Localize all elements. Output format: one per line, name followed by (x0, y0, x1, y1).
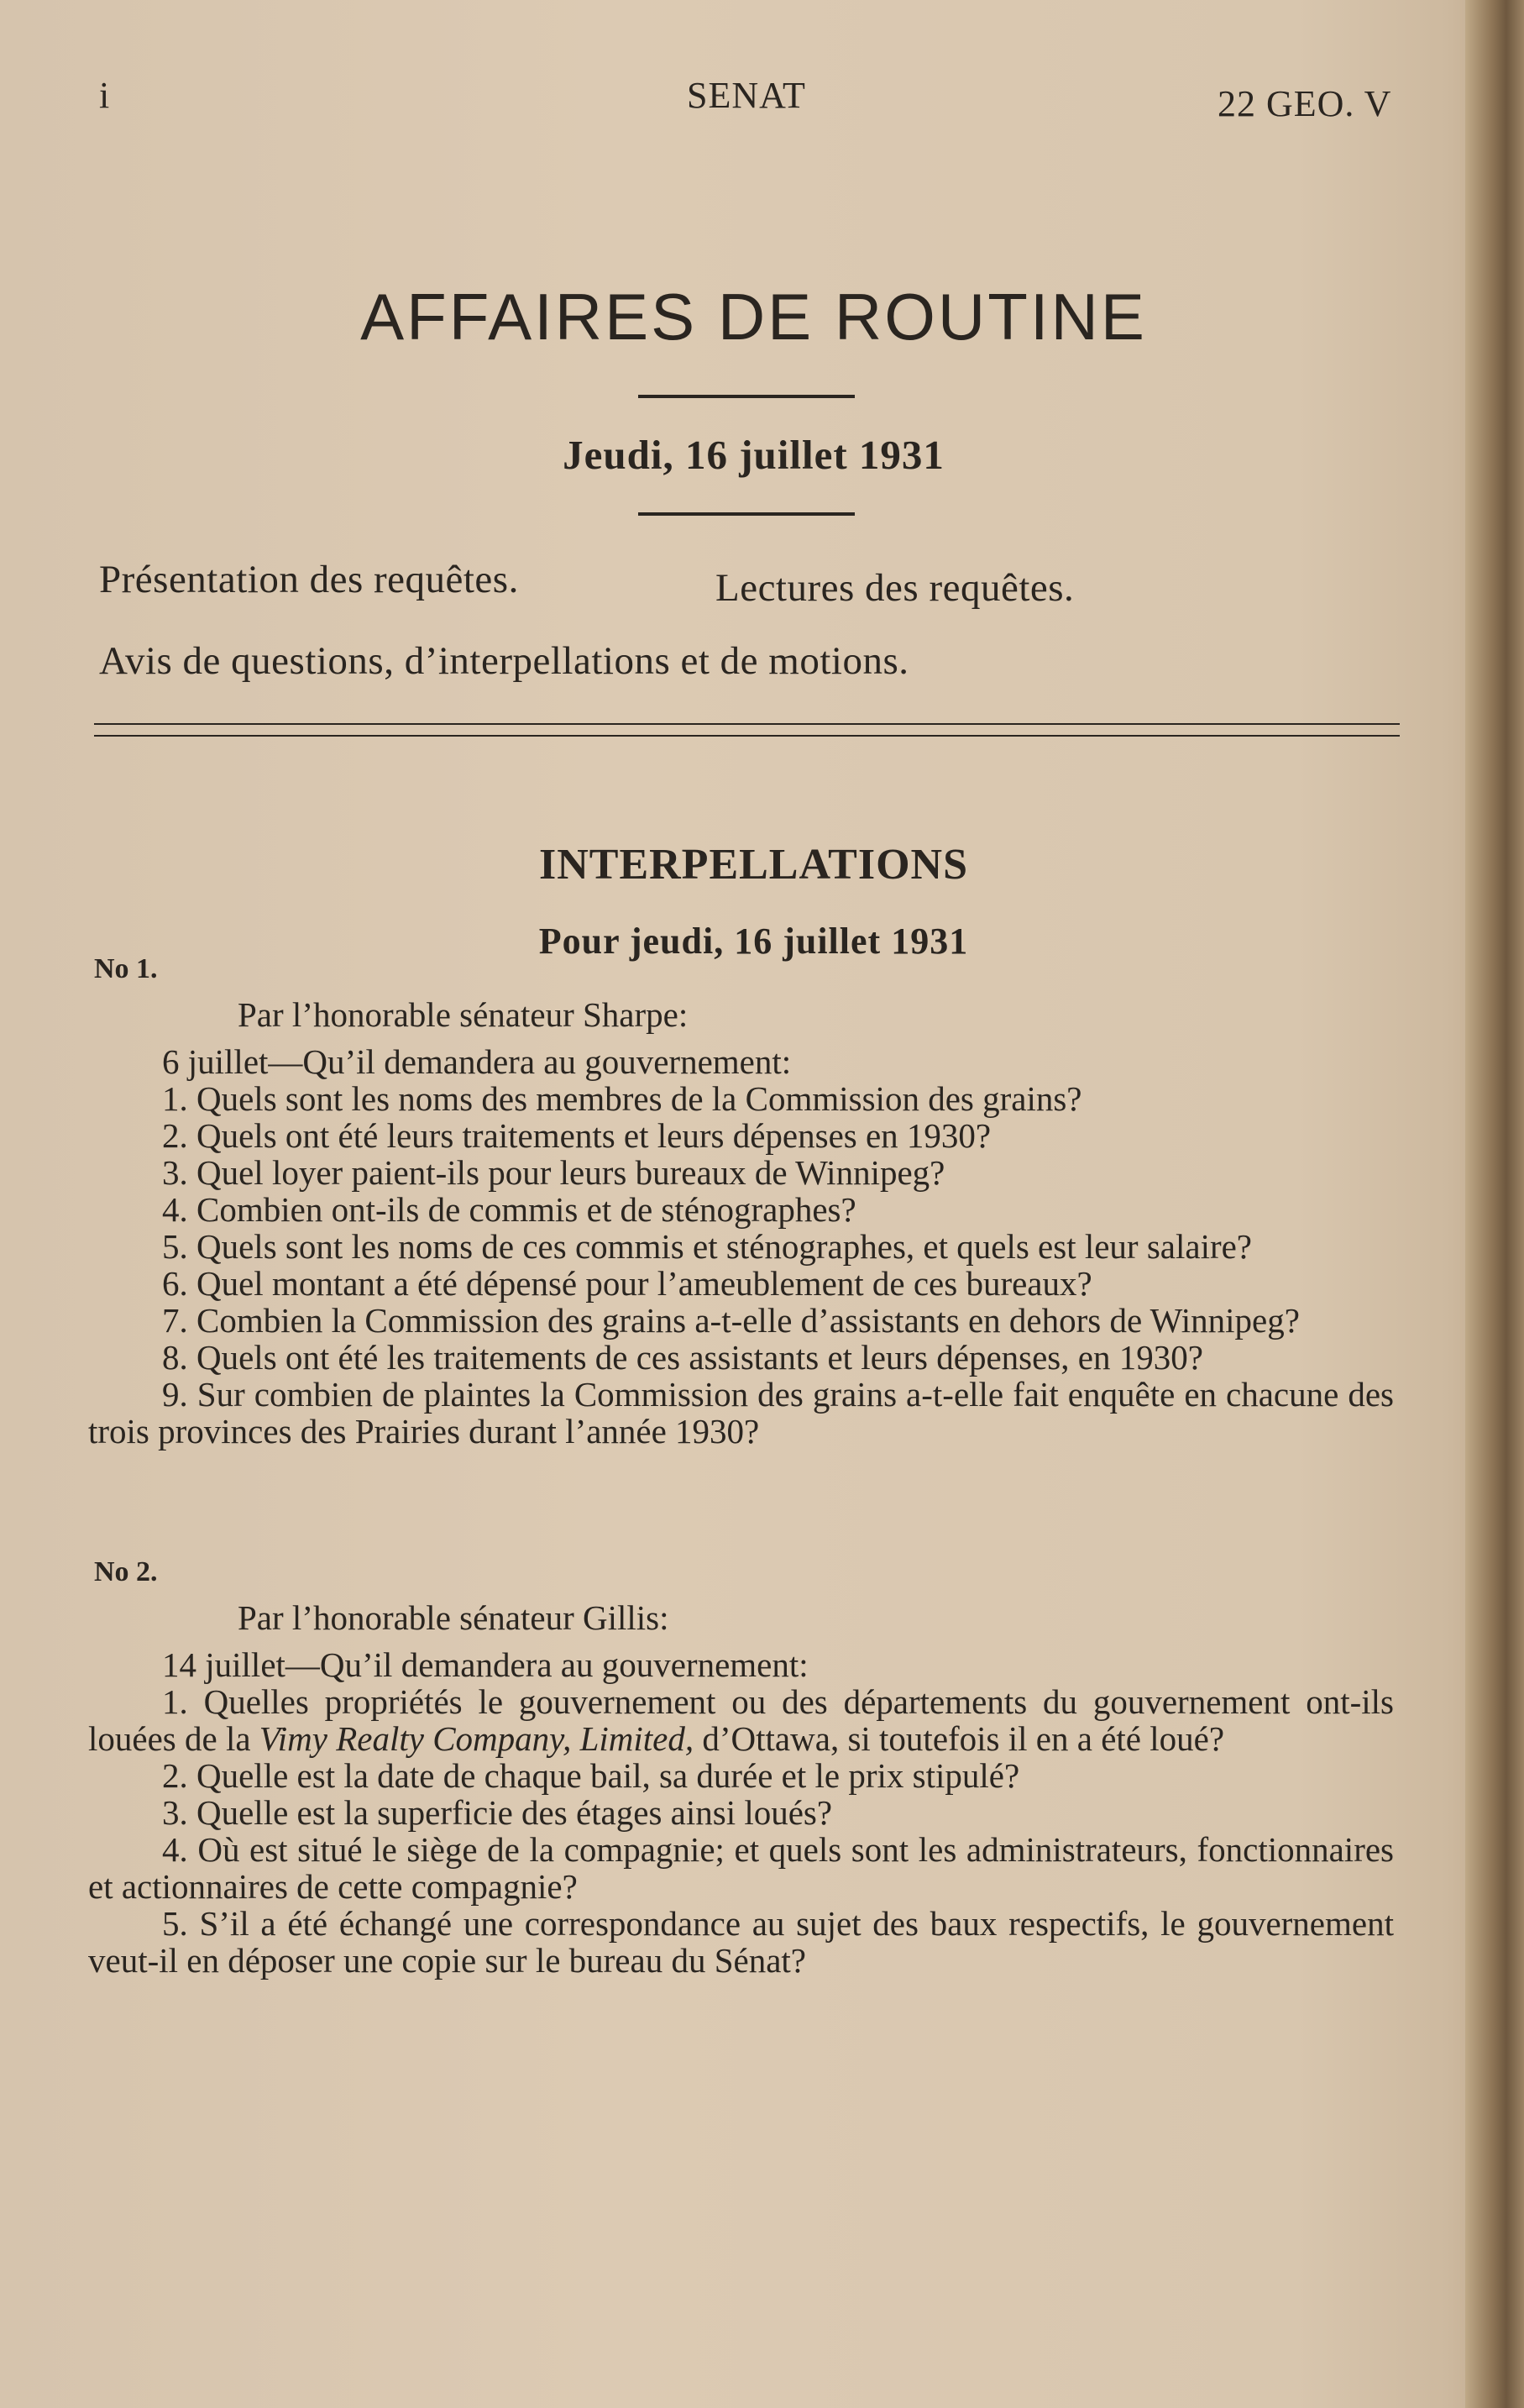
sitting-date: Jeudi, 16 juillet 1931 (563, 432, 945, 478)
divider (638, 395, 855, 398)
question-item: 8. Quels ont été les traitements de ces assistants et leurs dépenses, en 1930? (162, 1338, 1203, 1377)
question-item: 3. Quel loyer paient-ils pour leurs bureaux de Winnipeg? (162, 1153, 945, 1192)
question-item: 2. Quels ont été leurs traitements et leurs dépenses en 1930? (162, 1116, 992, 1155)
page-folio: i (99, 75, 111, 116)
book-spine (1465, 0, 1524, 2408)
running-head: SENAT (687, 75, 806, 116)
section-subheading: Pour jeudi, 16 juillet 1931 (538, 921, 969, 962)
double-rule-bottom (94, 735, 1400, 737)
divider (638, 512, 855, 516)
routine-item-readings: Lectures des requêtes. (715, 566, 1075, 610)
question-item: 2. Quelle est la date de chaque bail, sa durée et le prix stipulé? (162, 1756, 1020, 1795)
section-heading: INTERPELLATIONS (538, 841, 969, 889)
question-author: Par l’honorable sénateur Sharpe: (238, 995, 689, 1034)
question-intro: 14 juillet—Qu’il demandera au gouvernement: (162, 1645, 809, 1684)
question-item (88, 1683, 1394, 1757)
question-item: 1. Quels sont les noms des membres de la Commission des grains? (162, 1079, 1082, 1118)
question-item: 7. Combien la Commission des grains a-t-elle d’assistants en dehors de Winnipeg? (162, 1301, 1300, 1340)
question-number: No 1. (94, 953, 158, 984)
question-item: 6. Quel montant a été dépensé pour l’ameublement de ces bureaux? (162, 1264, 1092, 1303)
question-2 (88, 1599, 1394, 1979)
question-intro: 6 juillet—Qu’il demandera au gouvernement: (162, 1042, 792, 1081)
routine-item-notices: Avis de questions, d’interpellations et de motions. (99, 639, 909, 683)
question-number: No 2. (94, 1556, 158, 1587)
question-item: 5. Quels sont les noms de ces commis et sténographes, et quels est leur salaire? (162, 1227, 1253, 1266)
double-rule-top (94, 723, 1400, 725)
question-1 (88, 996, 1394, 1450)
regnal-year: 22 GEO. V (1218, 83, 1392, 124)
routine-item-petitions: Présentation des requêtes. (99, 558, 519, 601)
question-item: 3. Quelle est la superficie des étages ainsi loués? (162, 1793, 833, 1832)
page-title: AFFAIRES DE ROUTINE (360, 280, 1147, 354)
question-item: 5. S’il a été échangé une correspondance au sujet des baux respectifs, le gouvernement veut-il en déposer une copie sur le bureau du Sénat? (88, 1904, 1394, 1980)
question-item: 9. Sur combien de plaintes la Commission des grains a-t-elle fait enquête en chacune des trois provinces des Prairies durant l’année 1930? (88, 1375, 1394, 1451)
question-item-text: d’Ottawa, si toutefois il en a été loué? (694, 1719, 1225, 1758)
company-name: Vimy Realty Company, Limited, (259, 1719, 694, 1758)
question-item-text: 1. Quelles propriétés le gouvernement ou des départements du gouvernement ont-ils louées de la (88, 1682, 1394, 1758)
question-item: 4. Où est situé le siège de la compagnie; et quels sont les administrateurs, fonctionnaires et actionnaires de cette compagnie? (88, 1830, 1394, 1906)
question-author: Par l’honorable sénateur Gillis: (238, 1598, 669, 1637)
question-item: 4. Combien ont-ils de commis et de sténographes? (162, 1190, 856, 1229)
